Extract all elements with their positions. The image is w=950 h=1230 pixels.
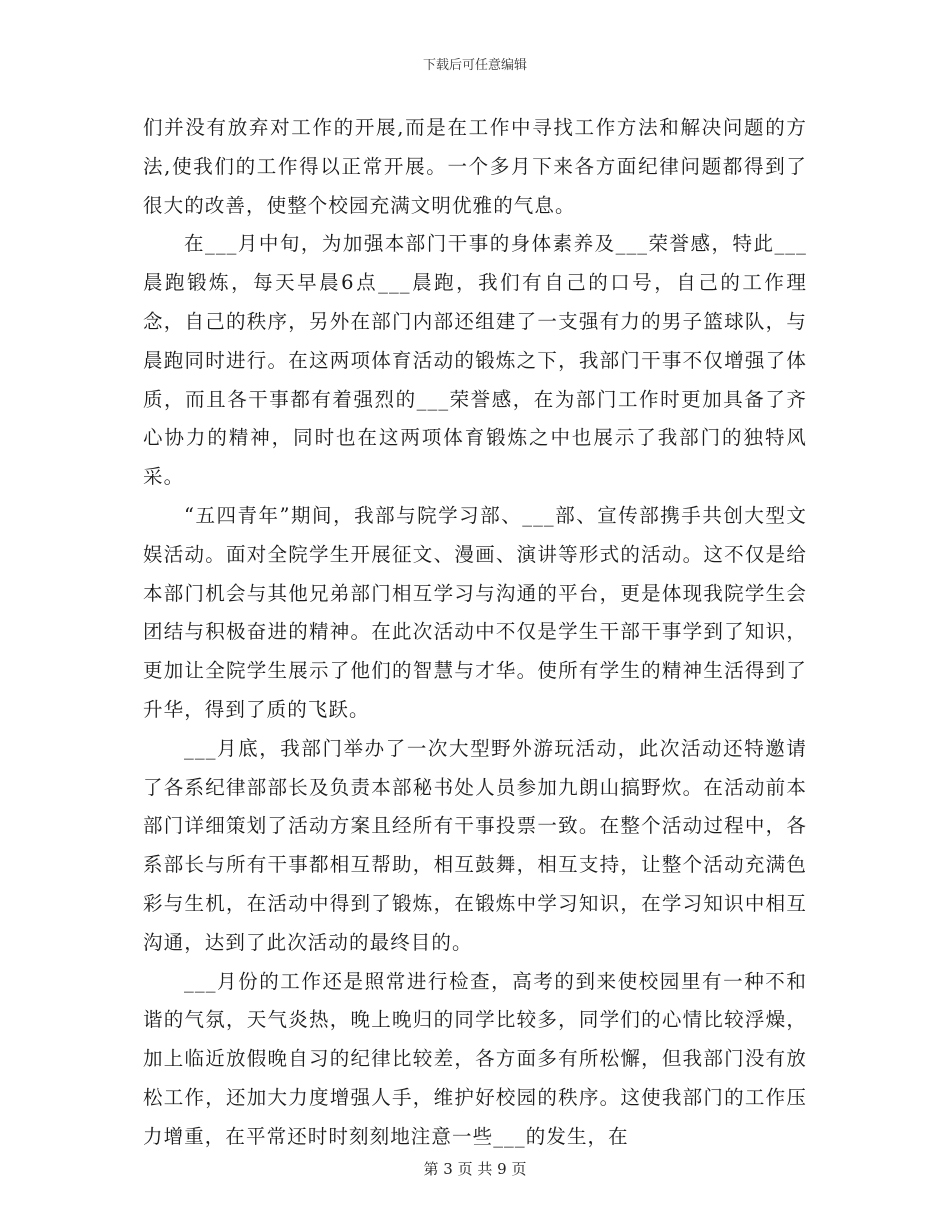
paragraph-4: ___月底，我部门举办了一次大型野外游玩活动，此次活动还特邀请了各系纪律部部长及负责本部秘书处人员参加九朗山搞野炊。在活动前本部门详细策划了活动方案且经所有干事投票一致。在整个活动过程中，各系部长与所有干事都相互帮助，相互鼓舞，相互支持，让整个活动充满色彩与生机，在活动中得到了锻炼，在锻炼中学习知识，在学习知识中相互沟通，达到了此次活动的最终目的。 xyxy=(143,736,807,954)
page-header: 下载后可任意编辑 xyxy=(422,58,527,73)
paragraph-2: 在___月中旬，为加强本部门干事的身体素养及___荣誉感，特此___晨跑锻炼，每天早晨6点___晨跑，我们有自己的口号，自己的工作理念，自己的秩序，另外在部门内部还组建了一支强有力的男子篮球队，与晨跑同时进行。在这两项体育活动的锻炼之下，我部门干事不仅增强了体质，而且各干事都有着强烈的___荣誉感，在为部门工作时更加具备了齐心协力的精神，同时也在这两项体育锻炼之中也展示了我部门的独特风采。 xyxy=(143,232,807,489)
document-body xyxy=(143,109,807,1157)
paragraph-1: 们并没有放弃对工作的开展,而是在工作中寻找工作方法和解决问题的方法,使我们的工作得以正常开展。一个多月下来各方面纪律问题都得到了很大的改善，使整个校园充满文明优雅的气息。 xyxy=(143,116,807,217)
page-number-footer: 第 3 页 共 9 页 xyxy=(423,1160,527,1178)
paragraph-5: ___月份的工作还是照常进行检查，高考的到来使校园里有一种不和谐的气氛，天气炎热，晚上晚归的同学比较多，同学们的心情比较浮燥，加上临近放假晚自习的纪律比较差，各方面多有所松懈，但我部门没有放松工作，还加大力度增强人手，维护好校园的秩序。这使我部门的工作压力增重，在平常还时时刻刻地注意一些___的发生，在 xyxy=(143,969,807,1148)
paragraph-3: “五四青年”期间，我部与院学习部、___部、宣传部携手共创大型文娱活动。面对全院学生开展征文、漫画、演讲等形式的活动。这不仅是给本部门机会与其他兄弟部门相互学习与沟通的平台，更是体现我院学生会团结与积极奋进的精神。在此次活动中不仅是学生干部干事学到了知识，更加让全院学生展示了他们的智慧与才华。使所有学生的精神生活得到了升华，得到了质的飞跃。 xyxy=(143,503,807,721)
